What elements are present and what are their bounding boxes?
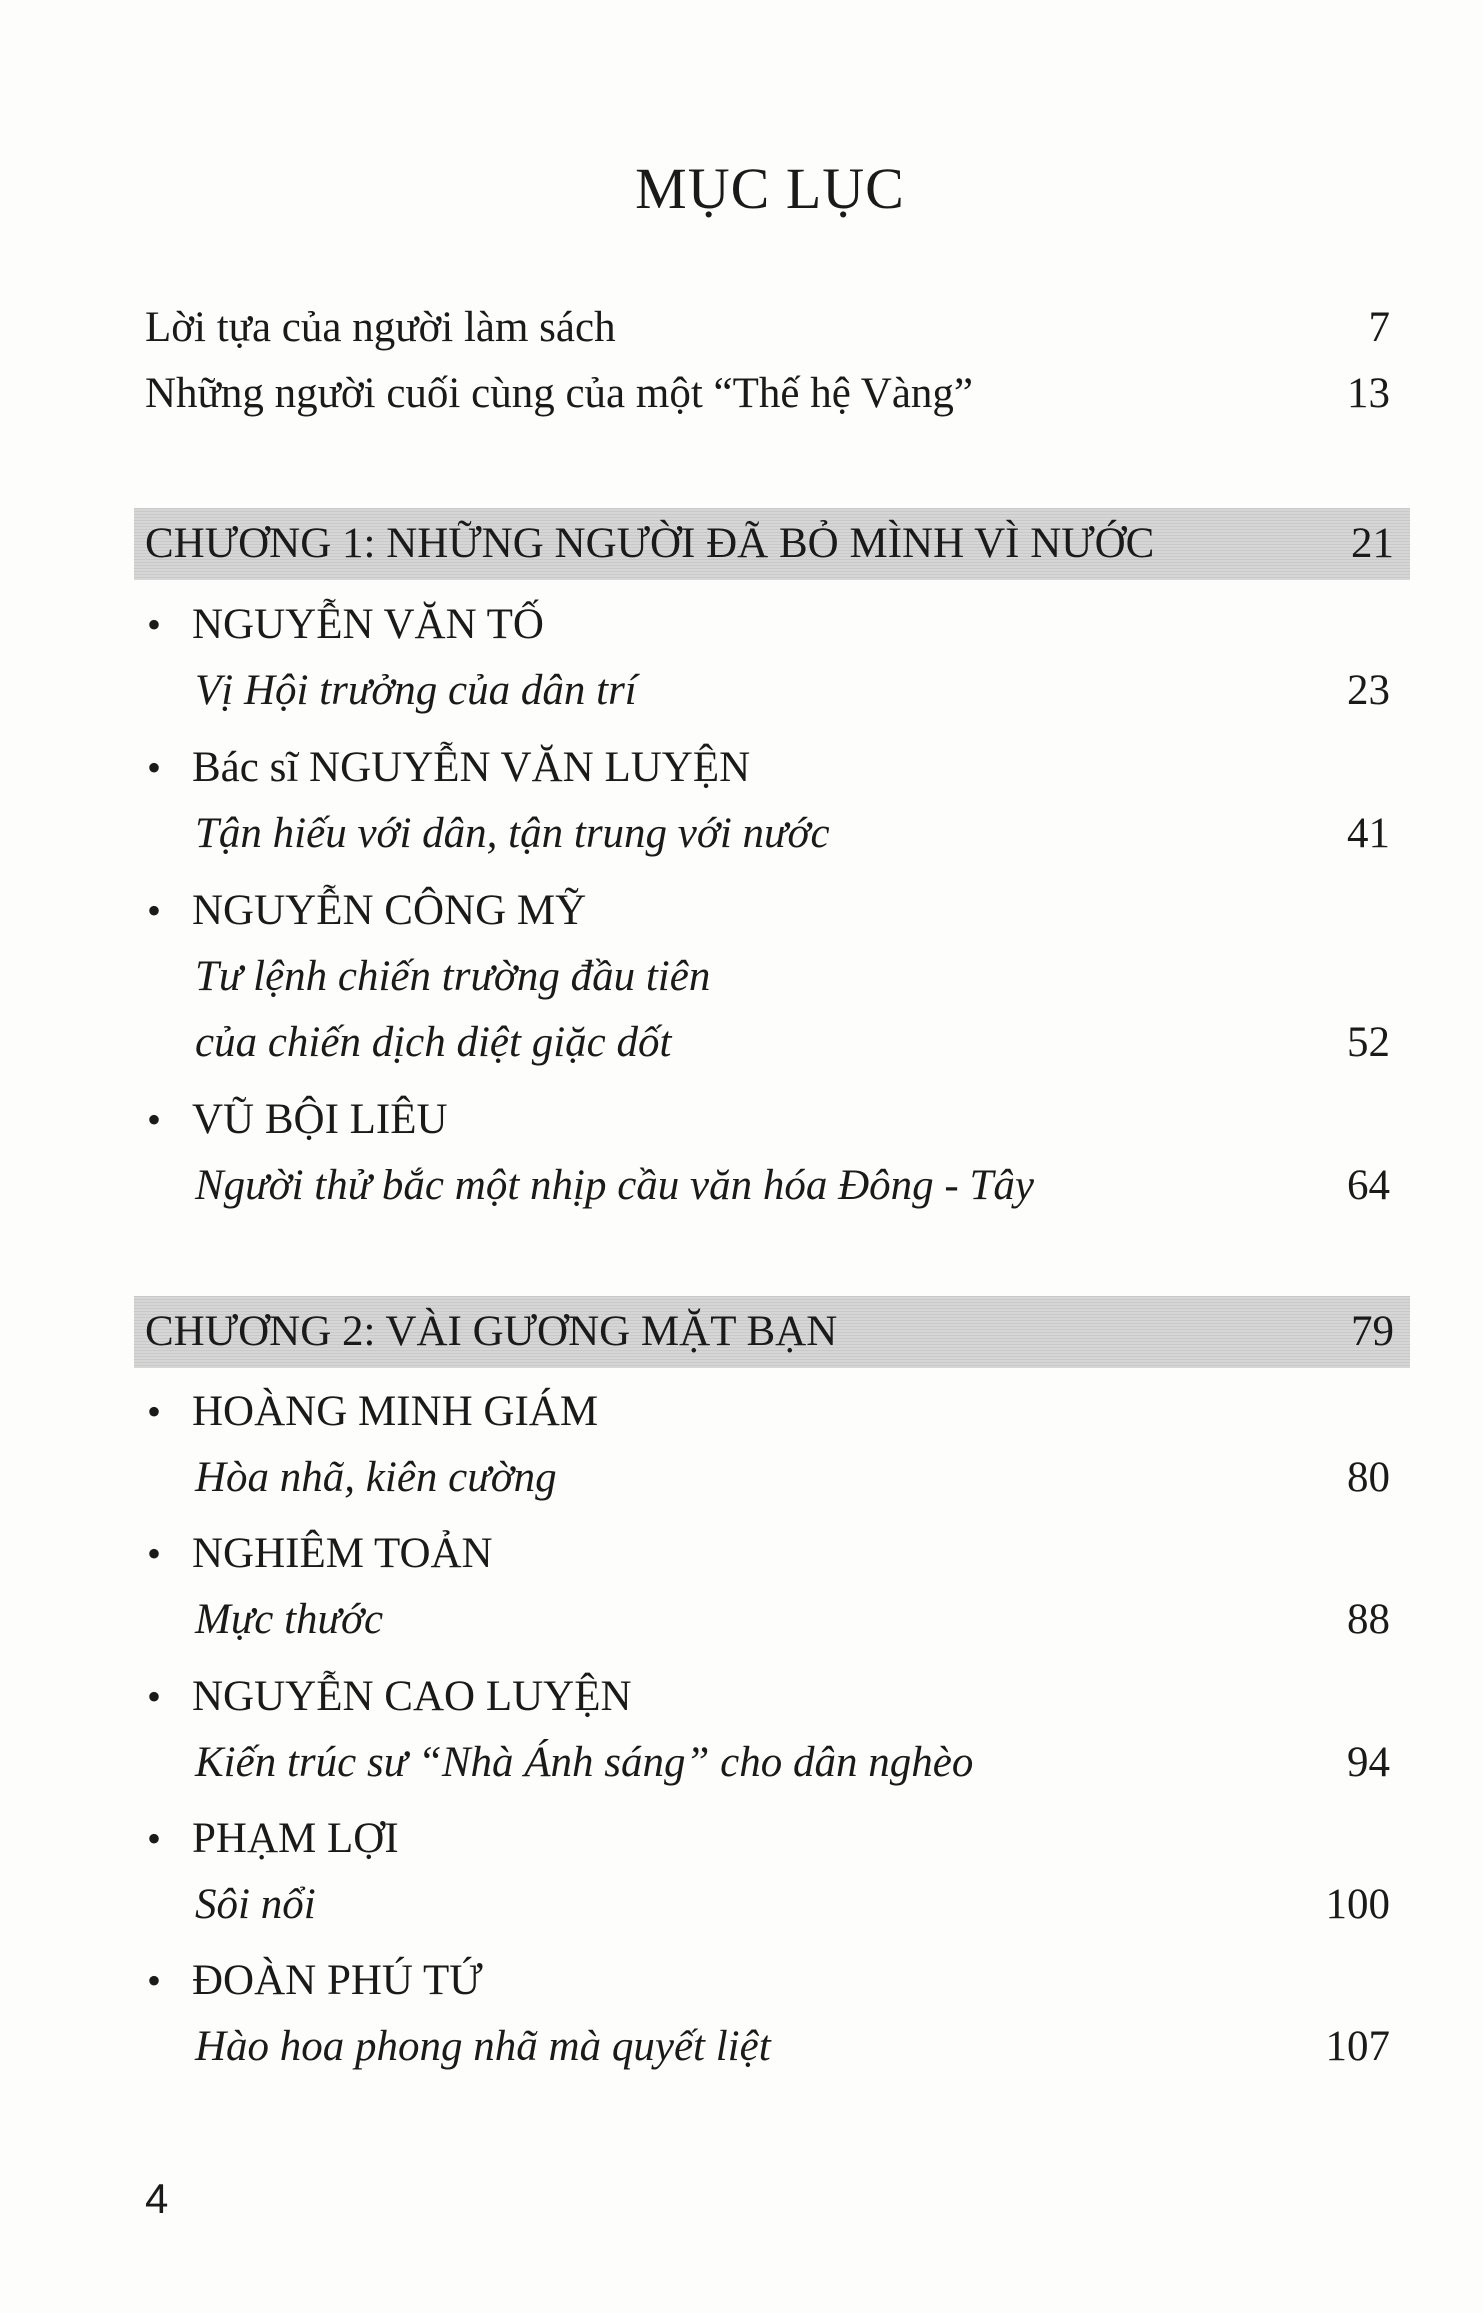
entry-page: 80 xyxy=(1347,1454,1390,1501)
entry-subtitle: Vị Hội trưởng của dân trí xyxy=(195,667,637,714)
entry-name: HOÀNG MINH GIÁM xyxy=(192,1388,599,1435)
entry-subtitle: Tư lệnh chiến trường đầu tiên xyxy=(195,953,711,1000)
entry-subtitle: Tận hiếu với dân, tận trung với nước xyxy=(195,810,830,857)
bullet-icon: • xyxy=(147,1531,162,1576)
entry-subtitle: của chiến dịch diệt giặc dốt xyxy=(195,1019,672,1066)
toc-entry-name xyxy=(145,1089,1390,1151)
entry-name: NGUYỄN VĂN TỐ xyxy=(192,601,544,648)
toc-entry-subtitle xyxy=(145,2016,1390,2078)
toc-entry-preface xyxy=(145,297,1390,359)
chapter-heading-2 xyxy=(134,1296,1410,1368)
bullet-icon: • xyxy=(147,1958,162,2003)
entry-page: 64 xyxy=(1347,1162,1390,1209)
toc-entry-subtitle xyxy=(145,1012,1390,1074)
entry-name: NGUYỄN CÔNG MỸ xyxy=(192,887,587,934)
entry-subtitle: Sôi nổi xyxy=(195,1881,316,1928)
toc-entry-subtitle xyxy=(145,946,1390,1008)
bullet-icon: • xyxy=(147,888,162,933)
page-title: MỤC LỤC xyxy=(635,156,905,221)
entry-page: 23 xyxy=(1347,667,1390,714)
toc-entry-name xyxy=(145,1808,1390,1870)
entry-page: 7 xyxy=(1368,304,1390,351)
entry-page: 13 xyxy=(1347,370,1390,417)
entry-name: NGUYỄN CAO LUYỆN xyxy=(192,1673,632,1720)
bullet-icon: • xyxy=(147,745,162,790)
entry-name: VŨ BỘI LIÊU xyxy=(192,1096,448,1143)
entry-page: 52 xyxy=(1347,1019,1390,1066)
toc-entry-subtitle xyxy=(145,1589,1390,1651)
page-number: 4 xyxy=(145,2175,169,2222)
entry-subtitle: Hòa nhã, kiên cường xyxy=(195,1454,557,1501)
toc-entry-subtitle xyxy=(145,803,1390,865)
toc-entry-subtitle xyxy=(145,660,1390,722)
toc-entry-name xyxy=(145,1666,1390,1728)
toc-entry-subtitle xyxy=(145,1155,1390,1217)
entry-subtitle: Mực thước xyxy=(195,1596,384,1643)
chapter-title: CHƯƠNG 2: VÀI GƯƠNG MẶT BẠN xyxy=(145,1308,838,1355)
entry-subtitle: Người thử bắc một nhịp cầu văn hóa Đông - Tây xyxy=(195,1162,1035,1209)
chapter-page: 79 xyxy=(1351,1308,1394,1355)
toc-entry-name xyxy=(145,880,1390,942)
entry-name: ĐOÀN PHÚ TỨ xyxy=(192,1957,483,2004)
entry-name: PHẠM LỢI xyxy=(192,1815,399,1862)
toc-entry-intro xyxy=(145,363,1390,425)
bullet-icon: • xyxy=(147,1389,162,1434)
toc-entry-subtitle xyxy=(145,1447,1390,1509)
entry-name: NGHIÊM TOẢN xyxy=(192,1530,493,1577)
entry-subtitle: Kiến trúc sư “Nhà Ánh sáng” cho dân nghèo xyxy=(195,1739,974,1786)
toc-entry-name xyxy=(145,1523,1390,1585)
bullet-icon: • xyxy=(147,602,162,647)
entry-subtitle: Hào hoa phong nhã mà quyết liệt xyxy=(195,2023,771,2070)
toc-entry-subtitle xyxy=(145,1874,1390,1936)
entry-name: Bác sĩ NGUYỄN VĂN LUYỆN xyxy=(192,744,751,791)
entry-title: Những người cuối cùng của một “Thế hệ Vàng” xyxy=(145,370,974,417)
chapter-page: 21 xyxy=(1351,520,1394,567)
entry-page: 94 xyxy=(1347,1739,1390,1786)
entry-page: 41 xyxy=(1347,810,1390,857)
entry-page: 88 xyxy=(1347,1596,1390,1643)
bullet-icon: • xyxy=(147,1097,162,1142)
toc-entry-subtitle xyxy=(145,1732,1390,1794)
entry-page: 107 xyxy=(1325,2023,1390,2070)
toc-entry-name xyxy=(145,737,1390,799)
chapter-title: CHƯƠNG 1: NHỮNG NGƯỜI ĐÃ BỎ MÌNH VÌ NƯỚC xyxy=(145,520,1155,567)
entry-title: Lời tựa của người làm sách xyxy=(145,304,616,351)
bullet-icon: • xyxy=(147,1816,162,1861)
toc-entry-name xyxy=(145,594,1390,656)
toc-entry-name xyxy=(145,1381,1390,1443)
bullet-icon: • xyxy=(147,1674,162,1719)
chapter-heading-1 xyxy=(134,508,1410,580)
entry-page: 100 xyxy=(1325,1881,1390,1928)
toc-entry-name xyxy=(145,1950,1390,2012)
